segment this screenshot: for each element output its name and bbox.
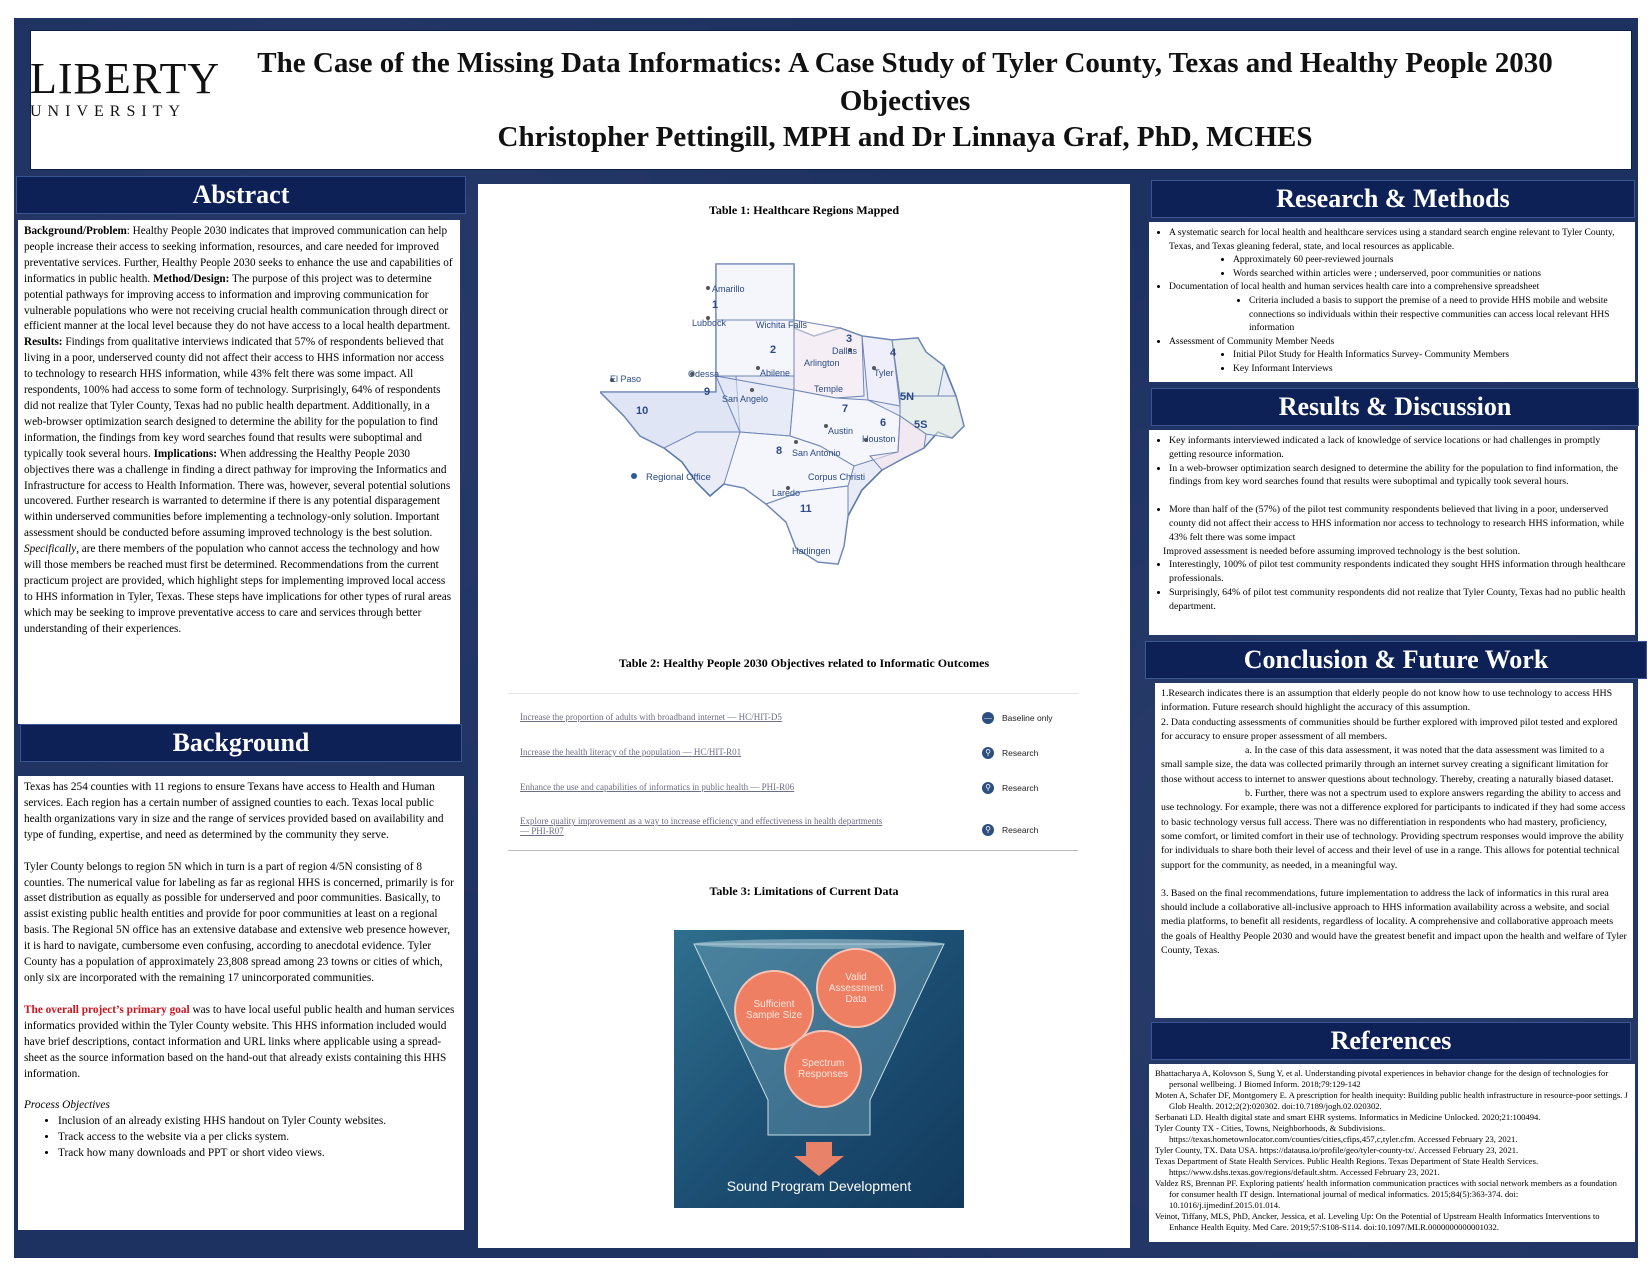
city-tyler: Tyler bbox=[874, 368, 894, 378]
city-abilene: Abilene bbox=[760, 368, 791, 378]
city-amarillo: Amarillo bbox=[712, 284, 745, 294]
references-body bbox=[1149, 1064, 1635, 1242]
methods-sublist bbox=[1155, 348, 1629, 375]
list-item: • More than half of the (57%) of the pilot test community respondents believed that living in a poor, underserved county did not affect their access to HHS information nor access to technology to research HHS information, while 43% felt there was some impact bbox=[1169, 503, 1629, 544]
objective-link[interactable]: Increase the proportion of adults with broadband internet — HC/HIT-D5 bbox=[520, 712, 782, 722]
table-1-caption: Table 1: Healthcare Regions Mapped bbox=[708, 203, 899, 217]
reference-item: Texas Department of State Health Services. Public Health Regions. Texas Department of State Health Services. https://www.dshs.texas.gov/regions/default.shtm. Accessed February 23, 2021. bbox=[1155, 1156, 1539, 1177]
region-8: 8 bbox=[776, 445, 783, 457]
list-item: • Criteria included a basis to support the premise of a need to provide HHS mobile and website connections so individuals within their respective communities can access local relevant HHS information bbox=[1249, 294, 1629, 335]
background-goal bbox=[24, 1003, 458, 1083]
abstract-body bbox=[18, 220, 460, 724]
process-objectives-title: Process Objectives bbox=[24, 1099, 110, 1112]
results-list bbox=[1155, 434, 1629, 614]
objective-link[interactable]: Increase the health literacy of the population — HC/HIT-R01 bbox=[520, 747, 742, 757]
city-wichita-falls: Wichita Falls bbox=[756, 320, 808, 330]
poster-title bbox=[195, 44, 1615, 120]
abstract-heading: Abstract bbox=[16, 176, 466, 214]
list-item: • In a web-browser optimization search designed to determine the ability for the population to find information, the findings from key word searches found that results were suboptimal and typically took several hours. bbox=[1169, 462, 1629, 490]
methods-list bbox=[1155, 335, 1629, 349]
legend-regional-office: Regional Office bbox=[646, 472, 711, 483]
abstract-label-method: Method/Design: bbox=[152, 272, 230, 285]
list-item: • Assessment of Community Member Needs bbox=[1169, 335, 1629, 349]
divider bbox=[508, 693, 1078, 694]
methods-list bbox=[1155, 226, 1629, 253]
circle-valid-assessment-data: Valid Assessment Data bbox=[816, 948, 896, 1028]
background-paragraph-2: Tyler County belongs to region 5N which in turn is a part of region 4/5N consisting of 8 counties. The numerical value for labeling as far as regional HHS is concerned, primarily is for asset distribution as equally as possible for underserved and poor communities. Basically, to assist existing public health entities and provide for poor communities at least on a regional basis. The Regional 5N office has an extensive database and extensive web presence however, it is hard to navigate, cumbersome even confusing, according to anecdotal evidence. Tyler County has a population of approximately 23,808 spread among 23 towns or cities of which, only six are incorporated with the remaining 17 unincorporated communities. bbox=[24, 860, 454, 984]
list-item: • Track how many downloads and PPT or short video views. bbox=[58, 1146, 458, 1162]
region-9: 9 bbox=[704, 386, 711, 398]
methods-list bbox=[1155, 280, 1629, 294]
abstract-text-results: Findings from qualitative interviews indicated that 57% of respondents believed that living in a poor, underserved county did not affect their access to HHS information nor access to technology to research HHS information, while 43% felt there was some impact. All respondents, 100% had access to some form of technology. Surprisingly, 64% of respondents did not realize that Tyler County, Texas had no public health department. Additionally, in a web-browser optimization search designed to determine the ability for the population to find information, the findings from key word searches found that results were suboptimal and typically took several hours. bbox=[24, 336, 445, 460]
results-heading: Results & Discussion bbox=[1151, 388, 1639, 426]
list-item: • Words searched within articles were ; underserved, poor communities or nations bbox=[1233, 267, 1629, 281]
region-fills bbox=[600, 264, 964, 564]
objective-status: Research bbox=[1002, 748, 1039, 758]
city-corpus-christi: Corpus Christi bbox=[808, 472, 866, 482]
city-odessa: Odessa bbox=[688, 369, 720, 379]
abstract-label-specifically: Specifically bbox=[24, 543, 77, 556]
process-objectives-list bbox=[24, 1114, 458, 1162]
abstract-text-implications: When addressing the Healthy People 2030 objectives there was a challenge in finding a direct pathway for improving the Informatics and Infrastructure for access to Health Information. There was, however, several potential solutions uncovered. Further research is warranted to determine if there is any potential disparagement within underserved communities before implementing a technology-only solution. Important assessment should be conducted before assuming improved technology is the best solution. bbox=[24, 447, 451, 540]
research-icon: ⚲ bbox=[982, 782, 994, 794]
objective-link[interactable]: Enhance the use and capabilities of informatics in public health — PHI-R06 bbox=[520, 782, 795, 792]
conclusion-paragraph-1: 1.Research indicates there is an assumption that elderly people do not know how to use technology to access HHS information. Future research should highlight the accuracy of this assumption. bbox=[1161, 688, 1613, 714]
methods-sublist bbox=[1155, 294, 1629, 335]
objective-row bbox=[520, 816, 1075, 846]
conclusion-body bbox=[1155, 683, 1633, 1018]
reference-item: Tyler County TX - Cities, Towns, Neighborhoods, & Subdivisions. https://texas.hometownlocator.com/counties/cities,cfips,457,c,tyler.cfm. Accessed February 23, 2021. bbox=[1155, 1123, 1518, 1144]
background-heading: Background bbox=[20, 724, 462, 762]
methods-heading: Research & Methods bbox=[1151, 180, 1635, 218]
authors: Christopher Pettingill, MPH and Dr Linnaya Graf, PhD, MCHES bbox=[497, 121, 1313, 153]
divider bbox=[508, 850, 1078, 851]
list-item: • Track access to the website via a per clicks system. bbox=[58, 1130, 458, 1146]
table-3-caption: Table 3: Limitations of Current Data bbox=[709, 884, 899, 898]
baseline-icon: — bbox=[984, 713, 992, 722]
list-item: ◦ Improved assessment is needed before assuming improved technology is the best solution. bbox=[1157, 545, 1629, 559]
conclusion-paragraph-2b: b. Further, there was not a spectrum used to explore answers regarding the ability to access and use technology. For example, there was not a difference explored for participants to indicated if they had some access to basic technology versus full access. There was no differentiation in respondents who had mastery, proficiency, some comfort, or limited comfort in their use of technology. Providing spectrum responses would improve the ability for individuals to share both their level of access and their level of use in a range. This allows for potential technical support for the community, as needed, in a meaningful way. bbox=[1161, 788, 1626, 871]
conclusion-paragraph-3: 3. Based on the final recommendations, future implementation to address the lack of informatics in this rural area should include a collaborative all-inclusive approach to HHS information availability across a website, and social media platforms, to benefit all residents, regardless of locality. A comprehensive and collaborative approach meets the goals of Healthy People 2030 and would have the greatest benefit and impact upon the health and welfare of Tyler County, Texas. bbox=[1161, 887, 1627, 957]
city-austin: Austin bbox=[828, 426, 854, 436]
city-san-angelo: San Angelo bbox=[722, 394, 769, 404]
objective-status: Research bbox=[1002, 783, 1039, 793]
region-5s: 5S bbox=[914, 419, 928, 431]
methods-sublist bbox=[1155, 253, 1629, 280]
abstract-text-specifically: , are there members of the population who cannot access the technology and how will those members be reached must first be determined. Recommendations from the current practicum project are provided, which highlight steps for implementing improved local access to HHS information in Tyler, Texas. These steps have implications for other types of rural areas which may be seeking to improve preventative access to care and services through better understanding of their experiences. bbox=[24, 543, 452, 635]
primary-goal-text: was to have local useful public health and human services informatics provided within the Tyler County website. This HHS information included would have brief descriptions, contact information and URL links where applicable using a spread-sheet as the source information based on the hand-out that already exists containing this HHS information. bbox=[24, 1003, 455, 1080]
region-4: 4 bbox=[890, 347, 897, 359]
abstract-label-implications: Implications: bbox=[153, 447, 217, 460]
region-7: 7 bbox=[842, 403, 849, 415]
city-harlingen: Harlingen bbox=[792, 546, 831, 556]
abstract-text bbox=[24, 224, 454, 638]
city-houston: Houston bbox=[862, 434, 896, 444]
list-item: • Surprisingly, 64% of pilot test community respondents did not realize that Tyler County, Texas had no public health department. bbox=[1169, 586, 1629, 614]
list-item: • Documentation of local health and human services health care into a comprehensive spreadsheet bbox=[1169, 280, 1629, 294]
abstract-label-results: Results: bbox=[24, 336, 63, 349]
city-temple: Temple bbox=[814, 384, 844, 394]
reference-item: Moten A, Schafer DF, Montgomery E. A prescription for health inequity: Building public health infrastructure in resource-poor settings. J Glob Health. 2012;2(2):020302. doi:10.7189/jogh.02.020302. bbox=[1155, 1090, 1628, 1111]
funnel-output-label: Sound Program Development bbox=[726, 1178, 912, 1194]
reference-item: Veinot, Tiffany, MLS, PhD, Ancker, Jessica, et al. Leveling Up: On the Potential of Upstream Health Informatics Interventions to Enhance Health Equity. Med Care. 2019;57:S108-S114. doi:10.1097/MLR.0000000000001032. bbox=[1155, 1211, 1600, 1232]
research-icon: ⚲ bbox=[982, 747, 994, 759]
results-body bbox=[1149, 430, 1635, 635]
city-laredo: Laredo bbox=[772, 488, 801, 498]
region-2: 2 bbox=[770, 344, 777, 356]
city-san-antonio: San Antonio bbox=[792, 448, 841, 458]
background-paragraph-1: Texas has 254 counties with 11 regions to ensure Texans have access to Health and Human services. Each region has a certain number of assigned counties to each. Texas local public health organizations vary in size and the range of services provided based on availability and type of funding, expertise, and need as determined by the community they serve. bbox=[24, 781, 444, 841]
table-2-caption: Table 2: Healthy People 2030 Objectives related to Informatic Outcomes bbox=[618, 656, 990, 670]
reference-item: Tyler County, TX. Data USA. https://datausa.io/profile/geo/tyler-county-tx/. Accessed February 23, 2021. bbox=[1155, 1145, 1519, 1155]
objective-row bbox=[520, 747, 1075, 773]
list-item: • Approximately 60 peer-reviewed journals bbox=[1233, 253, 1629, 267]
region-6: 6 bbox=[880, 417, 887, 429]
list-item: • A systematic search for local health and healthcare services using a standard search engine relevant to Tyler County, Texas, and Texas gleaning federal, state, and local resources as applicable. bbox=[1169, 226, 1629, 253]
objective-status: Baseline only bbox=[1002, 713, 1053, 723]
primary-goal-label: The overall project’s primary goal bbox=[24, 1003, 190, 1016]
objective-row bbox=[520, 782, 1075, 808]
city-dallas: Dallas bbox=[832, 346, 858, 356]
conclusion-paragraph-2: 2. Data conducting assessments of communities should be further explored with improved pilot tested and explored for accuracy to ensure proper assessment of all members. bbox=[1161, 716, 1618, 742]
region-5n: 5N bbox=[900, 391, 915, 403]
region-3: 3 bbox=[846, 333, 853, 345]
abstract-text-method: The purpose of this project was to determine potential pathways for improving access to information and improving communication for vulnerable populations who were not receiving crucial health communication through direct or efficient manner at the local level because they do not have access to a local health department. bbox=[24, 272, 451, 333]
logo-main-text: LIBERTY bbox=[30, 54, 221, 103]
objective-row bbox=[520, 712, 1075, 738]
references-heading: References bbox=[1151, 1022, 1631, 1060]
list-item: • Key informants interviewed indicated a lack of knowledge of service locations or had challenges in promptly getting resource information. bbox=[1169, 434, 1629, 462]
circle-spectrum-responses: Spectrum Responses bbox=[784, 1030, 862, 1108]
objective-status: Research bbox=[1002, 825, 1039, 835]
abstract-text-background: : Healthy People 2030 indicates that improved communication can help people increase their access to seeking information, resources, and care needed for improved preventative services. Further, Healthy People 2030 seeks to enhance the use and capabilities of informatics in public health. bbox=[24, 225, 453, 285]
research-icon: ⚲ bbox=[982, 824, 994, 836]
objective-link[interactable]: Explore quality improvement as a way to increase efficiency and effectiveness in health departments — PHI-R07 bbox=[520, 816, 883, 836]
list-item: • Initial Pilot Study for Health Informatics Survey- Community Members bbox=[1233, 348, 1629, 362]
reference-item: Serbanati LD. Health digital state and smart EHR systems. Informatics in Medicine Unlocked. 2020;21:100494. bbox=[1155, 1112, 1541, 1122]
list-item: • Key Informant Interviews bbox=[1233, 362, 1629, 376]
city-lubbock: Lubbock bbox=[692, 318, 727, 328]
city-el-paso: El Paso bbox=[610, 374, 642, 384]
reference-item: Valdez RS, Brennan PF. Exploring patients' health information communication practices with social network members as a foundation for consumer health IT design. International journal of medical informatics. 2015;84(5):363-374. doi: 10.1016/j.ijmedinf.2015.01.014. bbox=[1155, 1178, 1617, 1210]
city-arlington: Arlington bbox=[804, 358, 840, 368]
region-10: 10 bbox=[636, 405, 649, 417]
title-line-1: The Case of the Missing Data Informatics: A Case Study of Tyler County, Texas and Healthy People 2030 bbox=[257, 47, 1553, 79]
conclusion-heading: Conclusion & Future Work bbox=[1145, 641, 1647, 679]
background-body bbox=[18, 776, 464, 1230]
liberty-university-logo bbox=[30, 54, 221, 121]
circle-sufficient-sample-size: Sufficient Sample Size bbox=[734, 970, 814, 1050]
conclusion-paragraph-2a: a. In the case of this data assessment, it was noted that the data assessment was limited to a small sample size, the data was collected primarily through an internet survey creating a significant limitation for those without access to internet to answer questions about technology. Thereby, creating a naturally biased dataset. bbox=[1161, 745, 1614, 785]
reference-item: Bhattacharya A, Kolovson S, Sung Y, et al. Understanding pivotal experiences in behavior change for the design of technologies for personal wellbeing. J Biomed Inform. 2018;79:129-142 bbox=[1155, 1068, 1609, 1089]
region-1: 1 bbox=[712, 299, 719, 311]
logo-sub-text: UNIVERSITY bbox=[30, 103, 186, 120]
region-11: 11 bbox=[800, 503, 812, 515]
abstract-label-background: Background/Problem bbox=[24, 225, 127, 237]
methods-body bbox=[1149, 222, 1635, 382]
texas-regions-map bbox=[600, 256, 1000, 576]
limitations-graphic bbox=[674, 930, 964, 1208]
title-line-2: Objectives bbox=[839, 85, 971, 117]
map-legend bbox=[631, 472, 711, 483]
list-item: • Interestingly, 100% of pilot test community respondents indicated they sought HHS information through healthcare professionals. bbox=[1169, 558, 1629, 586]
list-item: • Inclusion of an already existing HHS handout on Tyler County websites. bbox=[58, 1114, 458, 1130]
